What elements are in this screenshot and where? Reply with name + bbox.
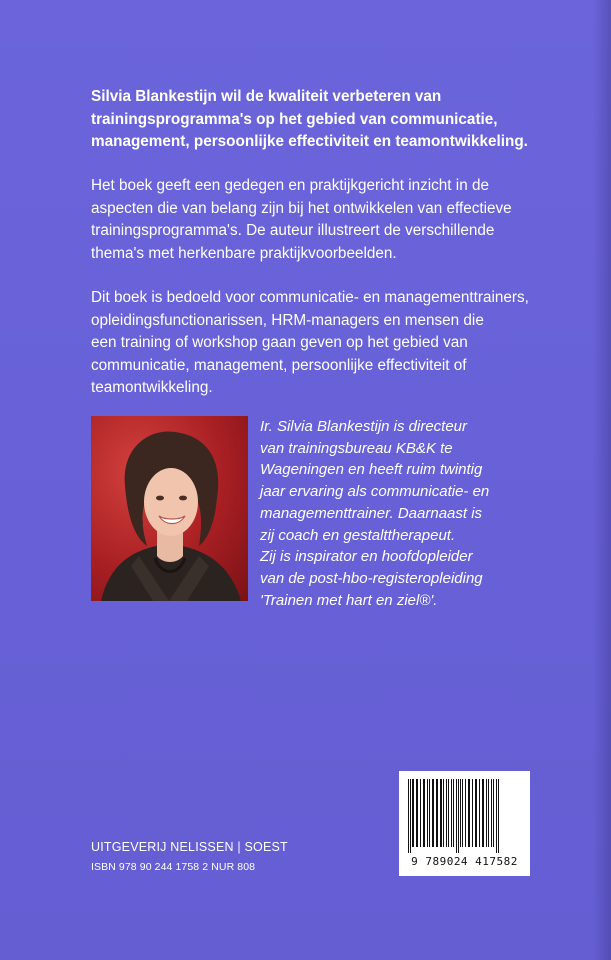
barcode-bar [498,779,499,853]
barcode-bar [443,779,444,847]
barcode-bar [416,779,418,847]
publisher-name: UITGEVERIJ NELISSEN | SOEST [91,840,288,854]
description-paragraph: Het boek geeft een gedegen en praktijkgericht inzicht in de aspecten die van belang zijn bij het ontwikkelen van effectieve trainingsprogramma's. De auteur illustreert de verschillende thema's met herkenbare praktijkvoorbeelden. [91,177,512,262]
barcode-bar [488,779,489,847]
barcode-bar [460,779,461,847]
author-photo [91,416,248,601]
barcode-bar [491,779,492,847]
barcode-bar [458,779,459,853]
barcode-bar [486,779,487,847]
barcode-bar [412,779,414,847]
intro-text: Silvia Blankestijn wil de kwaliteit verbeteren van trainingsprogramma's op het gebied van communicatie, management, persoonlijke effectiviteit en teamontwikkeling. [91,88,528,150]
barcode-bar [410,779,411,853]
barcode-bar [440,779,442,847]
audience-paragraph: Dit boek is bedoeld voor communicatie- en managementtrainers, opleidingsfunctionarissen, HRM-managers en mensen die een training of workshop gaan geven op het gebied van communicatie, management, persoonlijke effectiviteit of teamontwikkeling. [91,289,529,396]
spine-shadow [593,0,611,960]
author-portrait-illustration [91,416,248,601]
barcode-bar [408,779,409,853]
barcode-bar [475,779,477,847]
barcode-bars [408,779,521,853]
barcode-bar [465,779,466,847]
barcode-bar [468,779,470,847]
barcode [399,771,530,876]
barcode-bar [482,779,484,847]
barcode-bar [472,779,473,847]
barcode-bar [427,779,428,847]
barcode-bar [462,779,463,847]
barcode-bar [420,779,421,847]
barcode-bar [436,779,438,847]
author-bio: Ir. Silvia Blankestijn is directeur van trainingsbureau KB&K te Wageningen en heeft ruim twintig jaar ervaring als communicatie- en managementtrainer. Daarnaast is zij coach en gestalttherapeut. Zij is inspirator en hoofdopleider van de post-hbo-registeropleiding 'Trainen met hart en ziel®'. [260,418,490,609]
barcode-bar [451,779,452,847]
barcode-bar [479,779,480,847]
barcode-bar [423,779,425,847]
barcode-bar [493,779,494,847]
barcode-bar [453,779,454,847]
isbn-line: ISBN 978 90 244 1758 2 NUR 808 [91,861,256,873]
barcode-bar [446,779,447,847]
barcode-bar [456,779,457,853]
barcode-number: 9 789024 417582 [411,855,518,868]
barcode-bar [496,779,497,853]
barcode-bar [429,779,430,847]
barcode-bar [432,779,434,847]
barcode-bar [448,779,449,847]
